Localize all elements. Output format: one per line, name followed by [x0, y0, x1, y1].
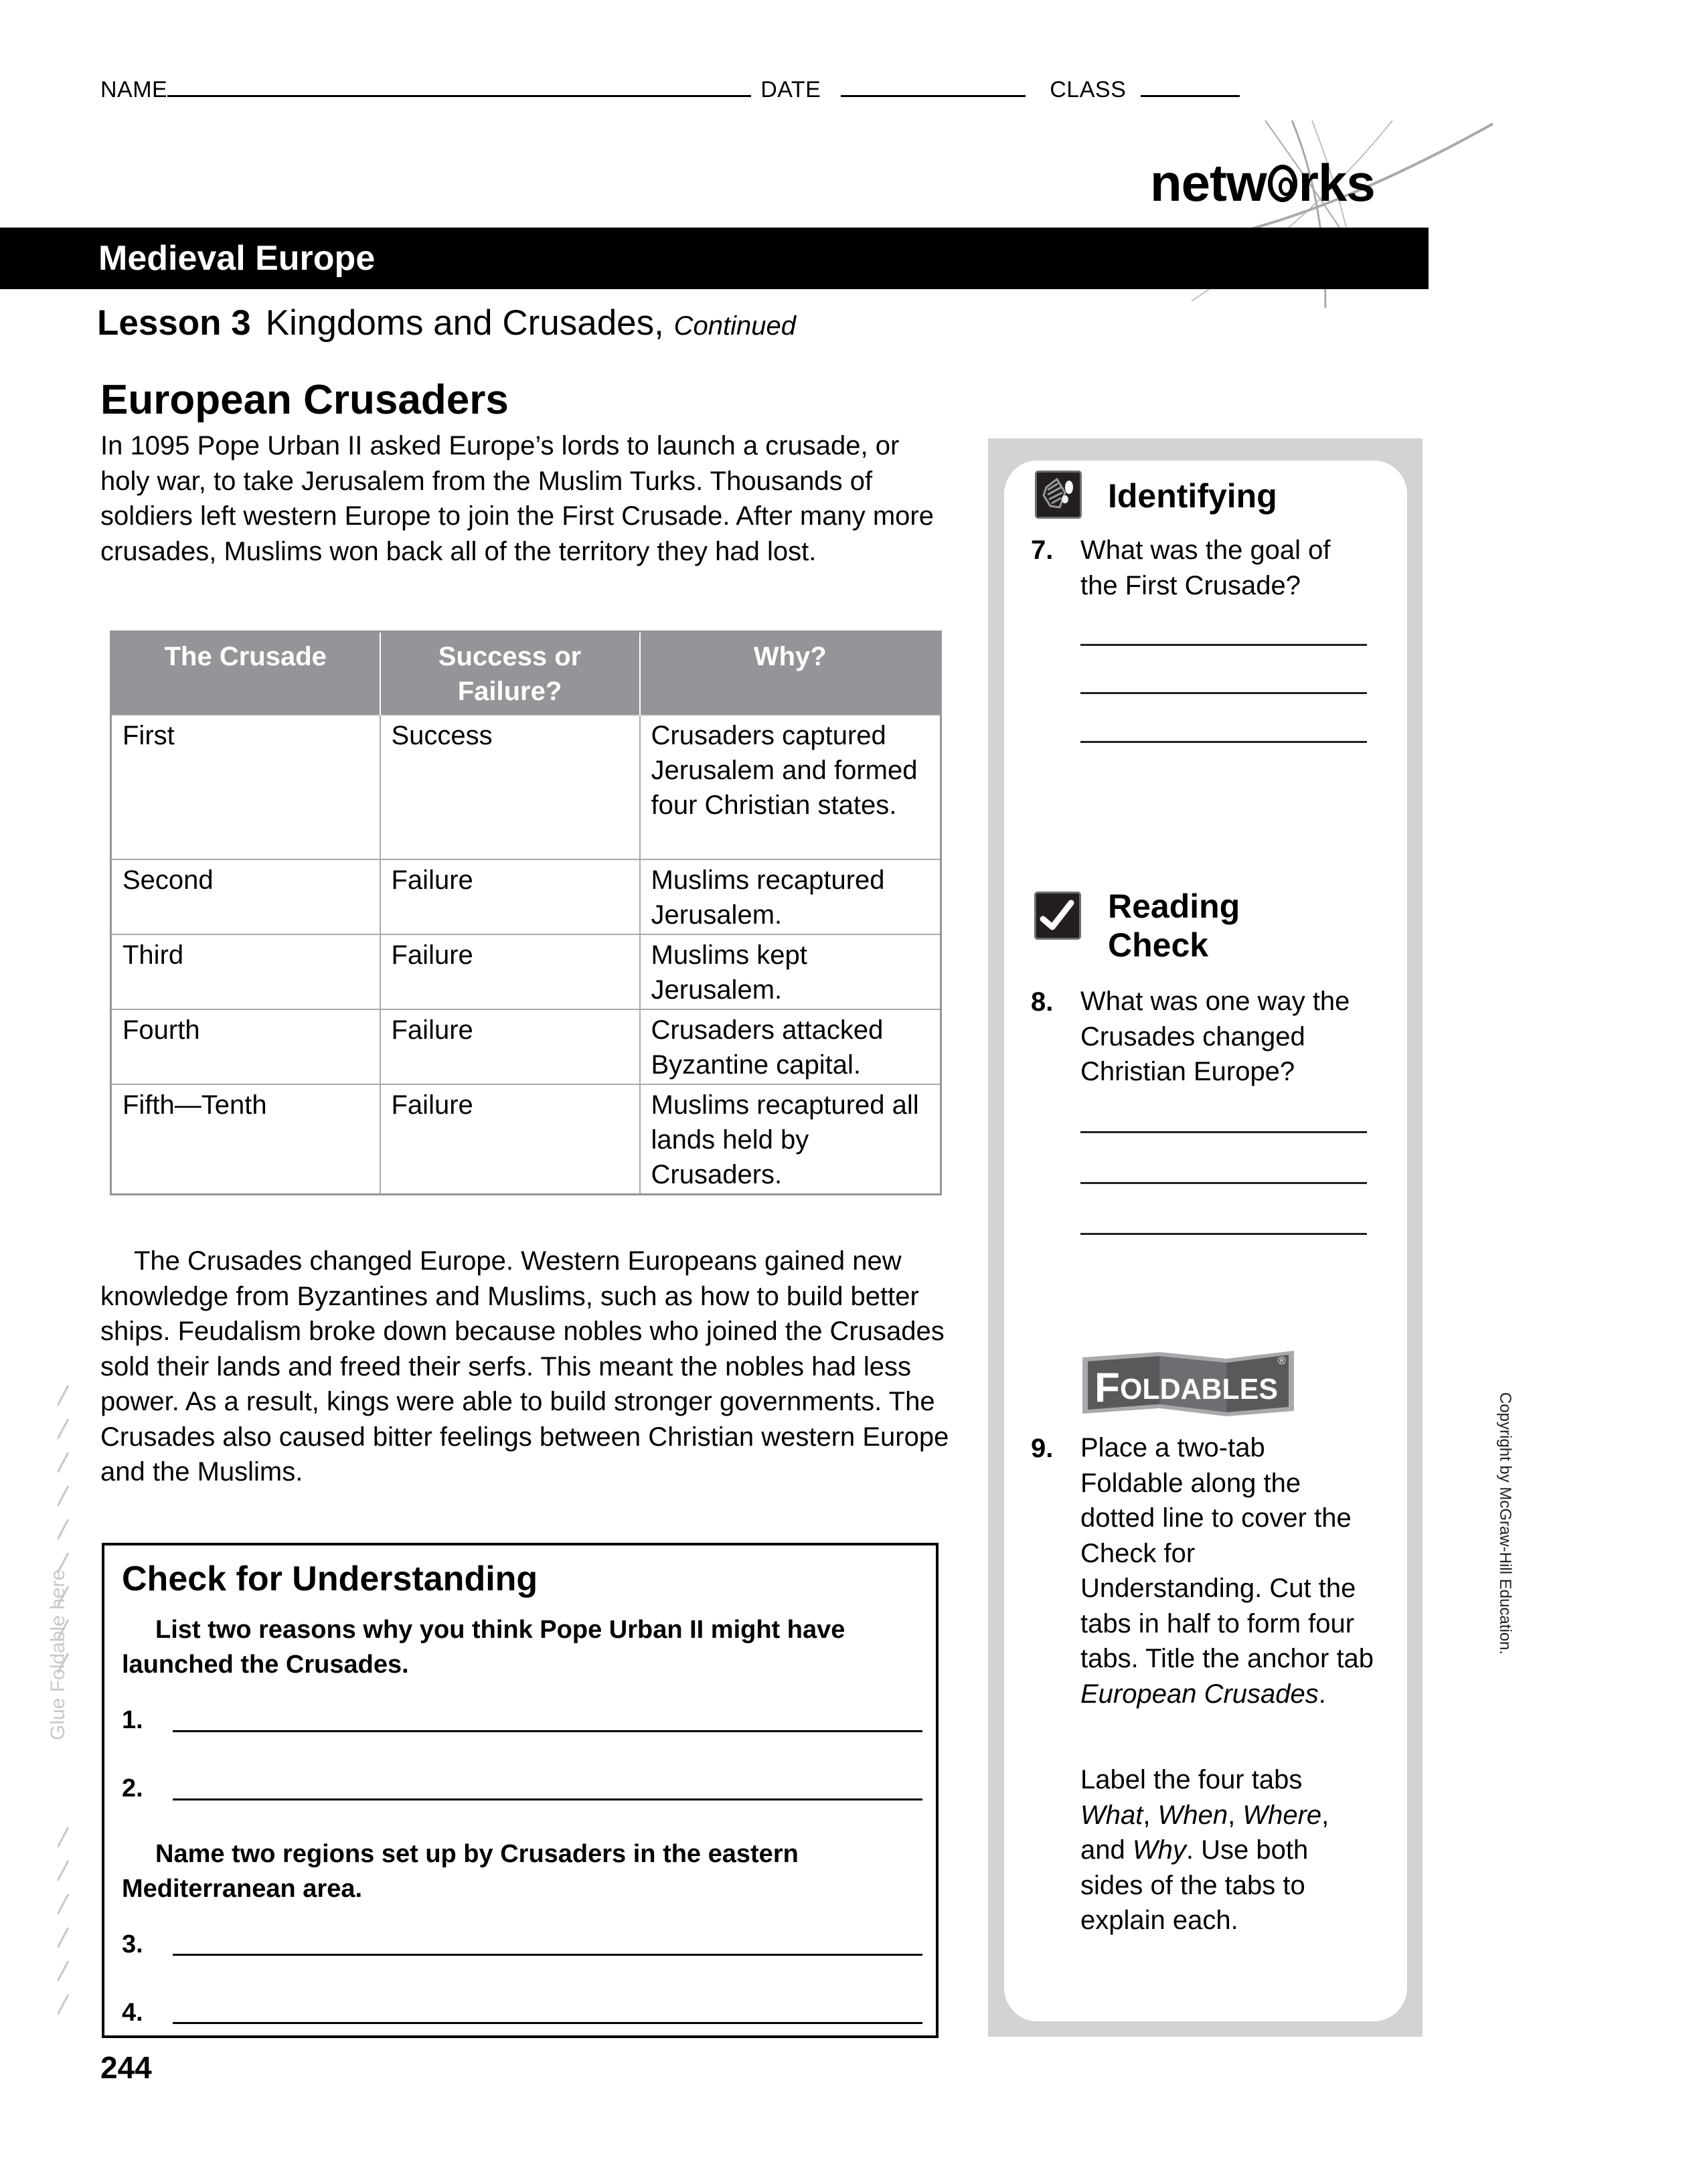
section-title: European Crusaders [100, 377, 509, 423]
logo-target-icon [1268, 165, 1297, 202]
class-field[interactable] [1141, 75, 1240, 97]
answer-line-8c[interactable] [1080, 1233, 1367, 1235]
question-number: 8. [1031, 987, 1054, 1017]
column-header: Success or Failure? [380, 632, 640, 716]
cell-crusade: First [111, 715, 380, 859]
lesson-number: Lesson 3 [97, 303, 251, 343]
cell-result: Success [380, 715, 640, 859]
answer-line-8a[interactable] [1080, 1131, 1367, 1133]
cell-why: Crusaders captured Jerusalem and formed four Christian states. [640, 715, 941, 859]
page-number: 244 [100, 2050, 152, 2085]
reading-check-heading: Reading Check [1108, 888, 1240, 964]
networks-logo: netw rks [1150, 153, 1375, 212]
cell-result: Failure [380, 1009, 640, 1084]
table-row [111, 715, 941, 859]
identifying-heading: Identifying [1108, 477, 1277, 515]
question-number: 9. [1031, 1434, 1054, 1463]
column-header: Why? [640, 632, 941, 716]
lesson-title: Kingdoms and Crusades, [265, 303, 664, 343]
date-field[interactable] [841, 75, 1026, 97]
column-header: The Crusade [111, 632, 380, 716]
answer-number: 2. [122, 1774, 143, 1802]
cfu-title: Check for Understanding [122, 1560, 538, 1598]
class-label: CLASS [1050, 77, 1127, 102]
answer-line-7c[interactable] [1080, 741, 1367, 743]
foldables-logo [1082, 1349, 1294, 1416]
checkmark-icon [1034, 892, 1081, 940]
name-field[interactable] [167, 75, 751, 97]
svg-text:OLDABLES: OLDABLES [1120, 1373, 1278, 1406]
cell-result: Failure [380, 1084, 640, 1195]
answer-line-8b[interactable] [1080, 1182, 1367, 1184]
crusades-table [110, 631, 942, 1195]
answer-number: 4. [122, 1999, 143, 2027]
cell-why: Crusaders attacked Byzantine capital. [640, 1009, 941, 1084]
foldables-label-instruction: Label the four tabs What, When, Where, and Why. Use both sides of the tabs to explain each. [1080, 1765, 1329, 1935]
cell-crusade: Fourth [111, 1009, 380, 1084]
identifying-icon [1035, 471, 1082, 519]
name-label: NAME [100, 77, 168, 102]
foldables-instruction: Place a two-tab Foldable along the dotted line to cover the Check for Understanding. Cut the tabs in half to form four tabs. Title the anchor tab European Crusades. [1080, 1433, 1374, 1709]
answer-line-1[interactable] [173, 1730, 922, 1732]
question-7: What was the goal of the First Crusade? [1080, 535, 1331, 600]
answer-line-7a[interactable] [1080, 644, 1367, 646]
cell-why: Muslims recaptured Jerusalem. [640, 859, 941, 934]
answer-line-4[interactable] [173, 2022, 922, 2024]
chapter-title-bar [0, 228, 1429, 289]
cell-why: Muslims recaptured all lands held by Crusaders. [640, 1084, 941, 1195]
cell-crusade: Third [111, 934, 380, 1009]
cell-crusade: Second [111, 859, 380, 934]
answer-number: 3. [122, 1930, 143, 1958]
question-8: What was one way the Crusades changed Christian Europe? [1080, 987, 1350, 1086]
copyright-notice: Copyright by McGraw-Hill Education. [1496, 1392, 1514, 1655]
cell-result: Failure [380, 934, 640, 1009]
cell-why: Muslims kept Jerusalem. [640, 934, 941, 1009]
cfu-prompt-1: List two reasons why you think Pope Urban II might have launched the Crusades. [122, 1616, 845, 1679]
table-row [111, 859, 941, 934]
check-for-understanding-box [102, 1543, 939, 2038]
answer-line-7b[interactable] [1080, 692, 1367, 694]
table-row [111, 934, 941, 1009]
lesson-continued: Continued [673, 311, 796, 341]
cell-result: Failure [380, 859, 640, 934]
question-number: 7. [1031, 535, 1054, 565]
table-row [111, 1009, 941, 1084]
answer-line-2[interactable] [173, 1798, 922, 1800]
cell-crusade: Fifth—Tenth [111, 1084, 380, 1195]
chapter-title: Medieval Europe [98, 239, 376, 278]
svg-text:F: F [1094, 1365, 1120, 1411]
date-label: DATE [760, 77, 821, 102]
answer-number: 1. [122, 1706, 143, 1734]
table-row [111, 1084, 941, 1195]
lesson-heading [97, 303, 796, 343]
svg-text:®: ® [1278, 1355, 1286, 1367]
answer-line-3[interactable] [173, 1954, 922, 1956]
body-paragraph: The Crusades changed Europe. Western Europeans gained new knowledge from Byzantines and Muslims, such as how to build better ships. Feudalism broke down because nobles who joined the Crusades sold their lands and freed their serfs. This meant the nobles had less power. As a result, kings were able to build stronger governments. The Crusades also caused bitter feelings between Christian western Europe and the Muslims. [100, 1246, 949, 1487]
table-header-row [111, 632, 941, 716]
intro-paragraph: In 1095 Pope Urban II asked Europe’s lords to launch a crusade, or holy war, to take Jerusalem from the Muslim Turks. Thousands of soldiers left western Europe to join the First Crusade. After many more crusades, Muslims won back all of the territory they had lost. [100, 431, 934, 566]
student-info-fields [100, 75, 1240, 103]
glue-foldable-label: Glue Foldable here [47, 1569, 69, 1740]
cfu-prompt-2: Name two regions set up by Crusaders in the eastern Mediterranean area. [122, 1840, 799, 1903]
